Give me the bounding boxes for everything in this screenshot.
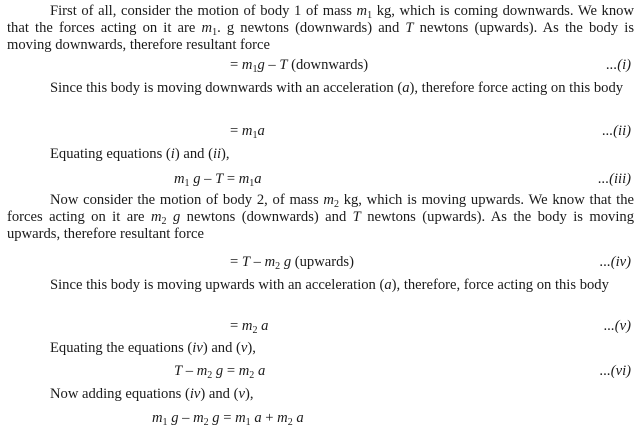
equating-text-2: Equating the equations (iv) and (v), <box>50 340 256 356</box>
equation-v-expression: = $m_2$ a <box>230 318 269 336</box>
equation-v <box>0 318 639 335</box>
equation-vi <box>0 363 639 380</box>
equation-iii <box>0 171 639 188</box>
equation-i-number: ...(i) <box>606 57 631 73</box>
equating-line-2 <box>0 340 639 357</box>
adding-line <box>0 386 639 403</box>
equation-vi-expression: T – $m_2$ $g = m_2$ a <box>174 363 266 381</box>
adding-text: Now adding equations (iv) and (v), <box>50 386 254 402</box>
equation-sum-expression: $m_1$ g – $m_2$ $g = m_1$ $a + m_2$ a <box>152 410 304 428</box>
equation-ii-expression: = $m_1a$ <box>230 123 265 141</box>
equation-v-number: ...(v) <box>603 318 631 334</box>
equation-i <box>0 57 639 74</box>
equation-iii-expression: $m_1$ $g - T = m_1a$ <box>174 171 262 189</box>
equation-i-expression: = $m_1g$ – T (downwards) <box>230 57 369 75</box>
equation-iii-number: ...(iii) <box>598 171 631 187</box>
equation-iv-number: ...(iv) <box>599 254 631 270</box>
equation-iv-expression: = T – $m_2$ g (upwards) <box>230 254 354 272</box>
equating-text-1: Equating equations (i) and (ii), <box>50 146 230 162</box>
equation-vi-number: ...(vi) <box>599 363 631 379</box>
paragraph-body2-acceleration: Since this body is moving upwards with an acceleration (a), therefore, force acting on this body <box>50 277 609 293</box>
paragraph-body1-acceleration: Since this body is moving downwards with an acceleration (a), therefore force acting on this body <box>50 80 624 96</box>
paragraph-body2-forces: Now consider the motion of body 2, of mass $m_2$ kg, which is moving upwards. We know that the forces acting on it are $m_2$ g newtons (downwards) and T newtons (upwards). As the body is moving upwards, therefore resultant force <box>7 192 634 242</box>
equation-ii-number: ...(ii) <box>602 123 631 139</box>
equation-sum <box>0 410 639 427</box>
equation-iv <box>0 254 639 271</box>
equating-line-1 <box>0 146 639 163</box>
paragraph-body1-forces: First of all, consider the motion of body 1 of mass $m_1$ kg, which is coming downwards. We know that the forces acting on it are $m_1$. g newtons (downwards) and T newtons (upwards). As the body is moving downwards, therefore resultant force <box>7 3 634 53</box>
equation-ii <box>0 123 639 140</box>
